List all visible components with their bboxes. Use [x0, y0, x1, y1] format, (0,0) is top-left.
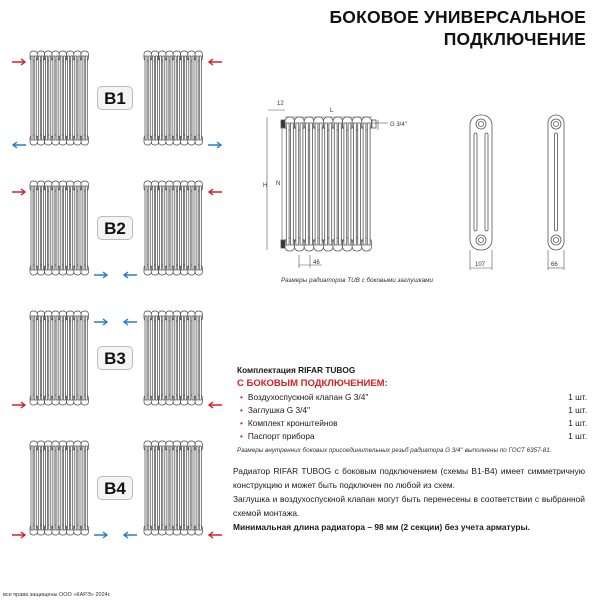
scheme-label: B1 [97, 86, 133, 110]
kit-item-qty: 1 шт. [568, 405, 587, 415]
radiator-icon [27, 50, 91, 146]
supply-arrow-icon [11, 526, 27, 534]
kit-item-name: Комплект кронштейнов [247, 418, 338, 428]
description-p1: Радиатор RIFAR TUBOG с боковым подключением (схемы B1-B4) имеет симметричную конструкцию и может быть подключен по любой из схем. [233, 466, 585, 490]
title-line-1: БОКОВОЕ УНИВЕРСАЛЬНОЕ [329, 7, 586, 27]
radiator-front-view [281, 117, 376, 251]
kit-item-name: Паспорт прибора [247, 431, 315, 441]
scheme-label: B2 [97, 216, 133, 240]
kit-item [237, 431, 587, 444]
kit-section [237, 365, 587, 454]
kit-subheading: С БОКОВЫМ ПОДКЛЮЧЕНИЕМ: [237, 378, 388, 389]
supply-arrow-icon [11, 183, 27, 191]
copyright: все права защищены ООО «КАРЭ» 2024г. [3, 592, 111, 598]
bullet-icon: • [240, 405, 243, 415]
supply-arrow-icon [11, 53, 27, 61]
technical-drawing [260, 90, 600, 280]
scheme-label: B3 [97, 346, 133, 370]
return-arrow-icon [11, 136, 27, 144]
dim-66: 66 [551, 262, 558, 268]
kit-item-qty: 1 шт. [568, 392, 587, 402]
kit-item-name: Заглушка G 3/4'' [247, 405, 311, 415]
dim-107: 107 [475, 262, 486, 268]
radiator-icon [27, 180, 91, 276]
radiator-side-view-107 [470, 115, 492, 250]
supply-arrow-icon [207, 396, 223, 404]
bullet-icon: • [240, 431, 243, 441]
dim-N: N [276, 181, 281, 187]
kit-item-qty: 1 шт. [568, 431, 587, 441]
dim-46: 46 [313, 260, 320, 266]
dim-G: G 3/4'' [390, 122, 407, 128]
radiator-side-view-66 [548, 115, 564, 250]
radiator-icon [141, 180, 205, 276]
supply-arrow-icon [11, 396, 27, 404]
kit-item-name: Воздухоспускной клапан G 3/4'' [247, 392, 369, 402]
supply-arrow-icon [207, 526, 223, 534]
description-p3: Минимальная длина радиатора – 98 мм (2 секции) без учета арматуры. [233, 522, 530, 532]
dim-12: 12 [277, 101, 284, 107]
title-line-2: ПОДКЛЮЧЕНИЕ [443, 29, 586, 49]
kit-item [237, 405, 587, 418]
return-arrow-icon [122, 266, 138, 274]
description [233, 464, 585, 534]
radiator-icon [141, 440, 205, 536]
dim-L: L [330, 108, 334, 114]
supply-arrow-icon [207, 53, 223, 61]
return-arrow-icon [207, 136, 223, 144]
return-arrow-icon [93, 266, 109, 274]
bullet-icon: • [240, 418, 243, 428]
dim-H: H [263, 183, 268, 189]
return-arrow-icon [122, 526, 138, 534]
bullet-icon: • [240, 392, 243, 402]
return-arrow-icon [122, 313, 138, 321]
radiator-icon [27, 440, 91, 536]
radiator-icon [141, 310, 205, 406]
drawing-caption: Размеры радиаторов TUB с боковыми заглушками [280, 277, 434, 284]
kit-item [237, 392, 587, 405]
kit-item [237, 418, 587, 431]
scheme-label: B4 [97, 476, 133, 500]
page-title [329, 6, 586, 50]
kit-item-qty: 1 шт. [568, 418, 587, 428]
description-p2: Заглушка и воздухоспускной клапан могут быть перенесены в соответствии с выбранной схемой монтажа. [233, 494, 585, 518]
return-arrow-icon [93, 313, 109, 321]
kit-note: Размеры внутренних боковых присоединительных резьб радиатора G 3/4'' выполнены по ГОСТ 6357-81. [237, 447, 552, 454]
kit-heading: Комплектация RIFAR TUBOG [237, 365, 356, 375]
return-arrow-icon [93, 526, 109, 534]
radiator-icon [27, 310, 91, 406]
supply-arrow-icon [207, 183, 223, 191]
radiator-icon [141, 50, 205, 146]
